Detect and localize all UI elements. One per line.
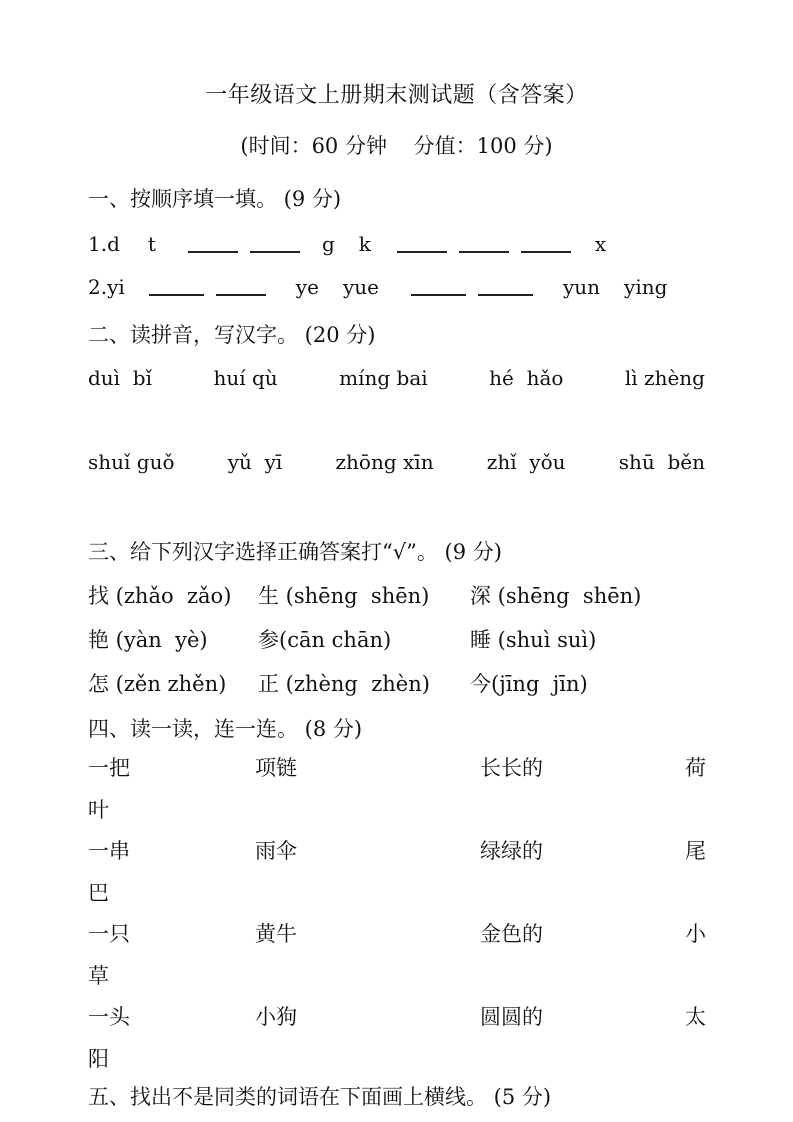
char-choice: 今(jīng jīn) [470, 672, 588, 696]
pinyin-word: duì bǐ [88, 366, 152, 390]
noun-word: 雨伞 [255, 839, 297, 863]
adjective-word: 长长的 [480, 756, 543, 780]
match-row-wrap [88, 873, 705, 915]
match-row-wrap [88, 1039, 705, 1081]
pinyin-word: míng bai [339, 366, 428, 390]
pinyin-word: zhōng xīn [335, 450, 434, 474]
fill-blank [250, 233, 300, 253]
section-2-heading: 二、读拼音，写汉字。 (20 分) [88, 323, 376, 347]
letter-token: yi [107, 275, 125, 299]
section-3-heading: 三、给下列汉字选择正确答案打“√”。 (9 分) [88, 540, 502, 564]
pinyin-word: lì zhèng [624, 366, 705, 390]
pinyin-word: yǔ yī [227, 450, 283, 474]
noun-word-wrapped: 太 [685, 1005, 706, 1029]
noun-word: 项链 [255, 756, 297, 780]
adjective-word: 金色的 [480, 922, 543, 946]
noun-word-wrapped: 荷 [685, 756, 706, 780]
noun-word-wrapped: 阳 [88, 1046, 109, 1071]
noun-word: 黄牛 [255, 922, 297, 946]
char-choice: 找 (zhǎo zǎo) [88, 584, 232, 608]
letter-token: ying [624, 275, 668, 299]
char-choice: 睡 (shuì suì) [470, 628, 597, 652]
noun-word-wrapped: 巴 [88, 880, 109, 905]
fill-blank [149, 276, 204, 296]
sequence-fill-line-2 [88, 275, 705, 299]
letter-token: d [107, 232, 120, 256]
pinyin-word: zhǐ yǒu [486, 450, 566, 474]
pinyin-word: shuǐ guǒ [88, 450, 175, 474]
letter-token: t [147, 232, 156, 256]
noun-word: 小狗 [255, 1005, 297, 1029]
pinyin-word: hé hǎo [489, 366, 564, 390]
choice-row [88, 580, 705, 610]
line-number: 1. [88, 232, 108, 256]
adjective-word: 绿绿的 [480, 839, 543, 863]
fill-blank [459, 233, 509, 253]
fill-blank [397, 233, 447, 253]
noun-word-wrapped: 叶 [88, 797, 109, 822]
pinyin-word: huí qù [213, 366, 278, 390]
page-title: 一年级语文上册期末测试题（含答案） [205, 83, 588, 108]
quantity-word: 一串 [88, 839, 130, 863]
match-row-wrap [88, 790, 705, 832]
letter-token: k [358, 232, 371, 256]
pinyin-row-2 [88, 450, 705, 474]
match-row [88, 831, 705, 873]
pinyin-word: shū běn [618, 450, 705, 474]
exam-time-score-meta: (时间：60 分钟 分值：100 分) [240, 134, 553, 158]
match-row [88, 748, 705, 790]
adjective-word: 圆圆的 [480, 1005, 543, 1029]
char-choice: 生 (shēng shēn) [258, 584, 430, 608]
char-choice: 深 (shēng shēn) [470, 584, 642, 608]
letter-token: yue [342, 275, 379, 299]
matching-exercise [88, 748, 705, 1080]
section-4-heading: 四、读一读，连一连。 (8 分) [88, 717, 363, 741]
noun-word-wrapped: 尾 [685, 839, 706, 863]
noun-word-wrapped: 草 [88, 963, 109, 988]
match-row [88, 997, 705, 1039]
section-5-heading: 五、找出不是同类的词语在下面画上横线。 (5 分) [88, 1085, 552, 1109]
char-choice: 参(cān chān) [258, 628, 392, 652]
choice-row [88, 668, 705, 698]
match-row [88, 914, 705, 956]
noun-word-wrapped: 小 [685, 922, 706, 946]
choice-row [88, 624, 705, 654]
fill-blank [411, 276, 466, 296]
match-row-wrap [88, 956, 705, 998]
fill-blank [521, 233, 571, 253]
letter-token: g [321, 232, 335, 256]
quantity-word: 一头 [88, 1005, 130, 1029]
quantity-word: 一只 [88, 922, 130, 946]
letter-token: x [594, 232, 607, 256]
fill-blank [216, 276, 266, 296]
pinyin-row-1 [88, 366, 705, 390]
char-choice: 艳 (yàn yè) [88, 628, 208, 652]
line-number: 2. [88, 275, 108, 299]
section-1-heading: 一、按顺序填一填。 (9 分) [88, 187, 342, 211]
letter-token: yun [562, 275, 601, 299]
sequence-fill-line-1 [88, 232, 705, 256]
char-choice: 怎 (zěn zhěn) [88, 672, 227, 696]
fill-blank [478, 276, 533, 296]
quantity-word: 一把 [88, 756, 130, 780]
letter-token: ye [295, 275, 319, 299]
char-choice: 正 (zhèng zhèn) [258, 672, 430, 696]
fill-blank [188, 233, 238, 253]
